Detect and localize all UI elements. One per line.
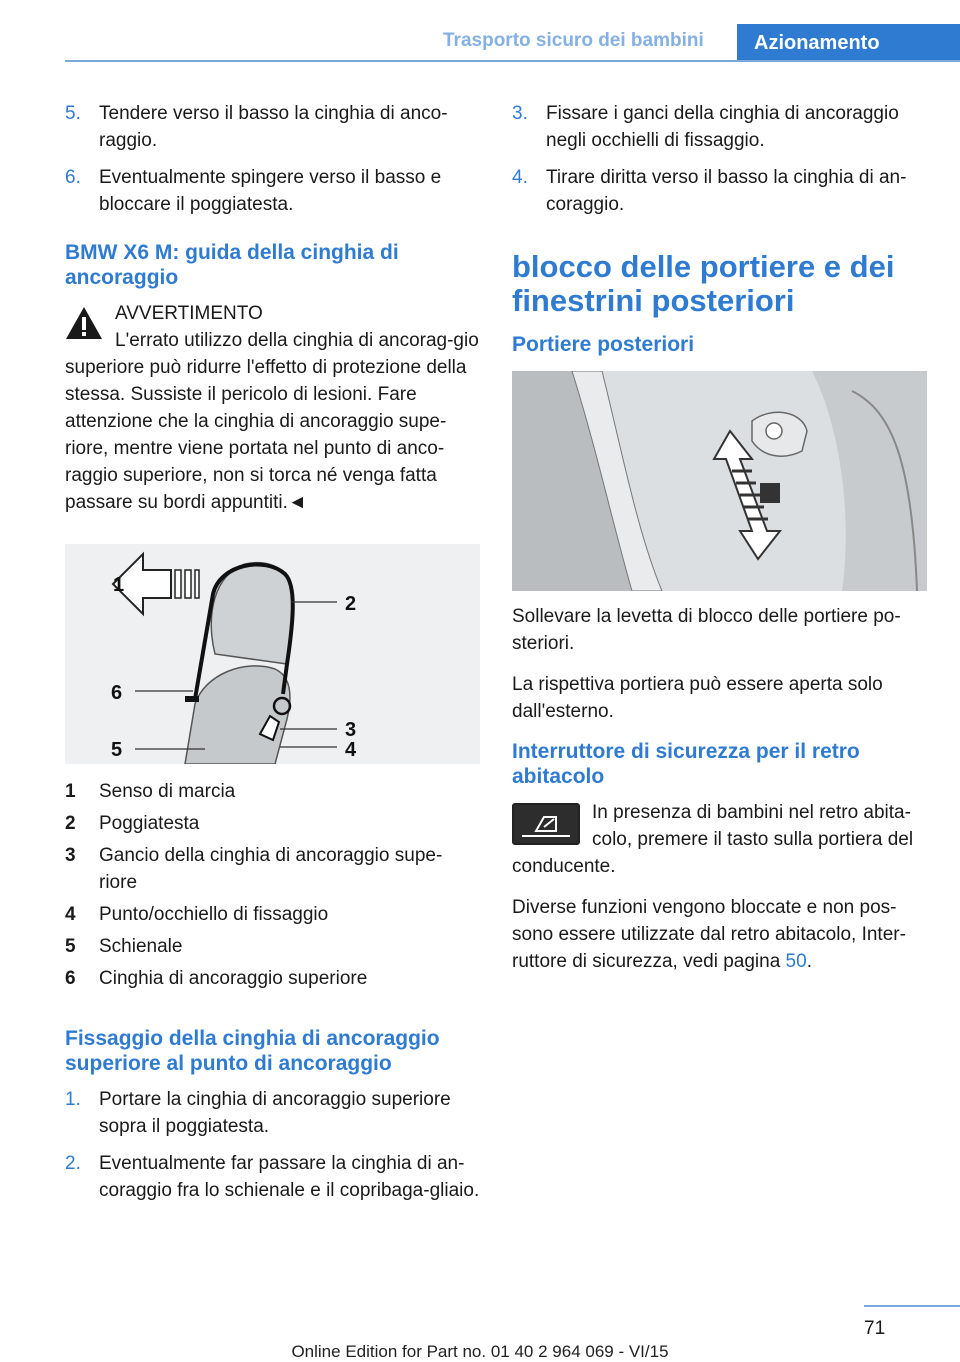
rear-door-figure bbox=[512, 371, 927, 591]
legend-text: Gancio della cinghia di ancoraggio supe-riore bbox=[99, 845, 443, 893]
step-text: Eventualmente spingere verso il basso e bloccare il poggiatesta. bbox=[99, 167, 442, 215]
step-text: Portare la cinghia di ancoraggio superiore sopra il poggiatesta. bbox=[99, 1089, 451, 1137]
paragraph bbox=[512, 894, 927, 975]
step-item bbox=[65, 100, 480, 154]
legend-number: 5 bbox=[65, 936, 76, 957]
footer-rule bbox=[864, 1305, 960, 1307]
legend-number: 1 bbox=[65, 781, 76, 802]
warning-block bbox=[65, 300, 480, 516]
step-number: 5. bbox=[65, 103, 81, 124]
legend-item bbox=[65, 842, 480, 896]
right-column bbox=[512, 100, 927, 989]
legend-number: 4 bbox=[65, 904, 76, 925]
paragraph-text: In presenza di bambini nel retro abita-colo, premere il tasto sulla portiera del conducente. bbox=[512, 802, 914, 877]
child-lock-paragraph bbox=[512, 799, 927, 880]
left-column bbox=[65, 100, 480, 1214]
top-tether-figure bbox=[65, 544, 480, 764]
step-item bbox=[512, 164, 927, 218]
step-number: 6. bbox=[65, 167, 81, 188]
chapter-tab-label: Azionamento bbox=[754, 31, 880, 54]
step-number: 1. bbox=[65, 1089, 81, 1110]
figure-label-2: 2 bbox=[345, 593, 357, 615]
legend-text: Senso di marcia bbox=[99, 781, 236, 802]
section-heading: Fissaggio della cinghia di ancoraggio superiore al punto di ancoraggio bbox=[65, 1027, 440, 1075]
legend-text: Punto/occhiello di fissaggio bbox=[99, 904, 329, 925]
warning-text: L'errato utilizzo della cinghia di ancorag-gio superiore può ridurre l'effetto di protezione della stessa. Sussiste il pericolo di lesioni. Fare attenzione che la cinghia di ancoraggio supe-riore, mentre viene portata nel punto di anco-raggio superiore, non si torca né venga fatta passare su bordi appuntiti.◄ bbox=[65, 330, 479, 513]
figure-legend bbox=[65, 778, 480, 992]
paragraph: La rispettiva portiera può essere aperta solo dall'esterno. bbox=[512, 674, 883, 722]
legend-number: 3 bbox=[65, 845, 76, 866]
legend-item bbox=[65, 901, 480, 928]
step-item bbox=[65, 1150, 480, 1204]
step-text: Tirare diritta verso il basso la cinghia di an-coraggio. bbox=[546, 167, 907, 215]
subsection-heading: Portiere posteriori bbox=[512, 333, 695, 356]
legend-number: 6 bbox=[65, 968, 76, 989]
figure-label-5: 5 bbox=[111, 739, 123, 761]
headrest-illustration bbox=[65, 544, 480, 764]
step-number: 3. bbox=[512, 103, 528, 124]
paragraph-text: Diverse funzioni vengono bloccate e non pos-sono essere utilizzate dal retro abitacolo, Inter-ruttore di sicurezza, vedi pagina bbox=[512, 897, 906, 972]
subsection-heading: Interruttore di sicurezza per il retro abitacolo bbox=[512, 740, 860, 788]
paragraph-end: . bbox=[806, 951, 812, 972]
figure-label-4: 4 bbox=[345, 739, 357, 761]
section-heading: BMW X6 M: guida della cinghia di ancoraggio bbox=[65, 241, 399, 289]
child-safety-switch-icon bbox=[512, 803, 580, 845]
legend-text: Cinghia di ancoraggio superiore bbox=[99, 968, 368, 989]
step-number: 4. bbox=[512, 167, 528, 188]
figure-label-6: 6 bbox=[111, 682, 123, 704]
chapter-section-title: blocco delle portiere e dei finestrini posteriori bbox=[512, 249, 895, 318]
legend-item bbox=[65, 778, 480, 805]
legend-item bbox=[65, 965, 480, 992]
page-number: 71 bbox=[864, 1318, 886, 1339]
edition-footer: Online Edition for Part no. 01 40 2 964 069 - VI/15 bbox=[291, 1342, 669, 1361]
legend-item bbox=[65, 933, 480, 960]
step-item bbox=[65, 164, 480, 218]
step-text: Eventualmente far passare la cinghia di an-coraggio fra lo schienale e il copribaga-gliaio. bbox=[99, 1153, 480, 1201]
step-number: 2. bbox=[65, 1153, 81, 1174]
chapter-tab bbox=[737, 24, 960, 62]
paragraph: Sollevare la levetta di blocco delle portiere po-steriori. bbox=[512, 606, 901, 654]
rear-door-lock-illustration bbox=[512, 371, 927, 591]
legend-text: Poggiatesta bbox=[99, 813, 200, 834]
step-item bbox=[512, 100, 927, 154]
warning-triangle-icon bbox=[65, 306, 103, 340]
step-item bbox=[65, 1086, 480, 1140]
legend-text: Schienale bbox=[99, 936, 183, 957]
figure-label-3: 3 bbox=[345, 719, 357, 741]
header-rule bbox=[65, 60, 960, 62]
figure-label-1: 1 bbox=[113, 574, 125, 596]
legend-item bbox=[65, 810, 480, 837]
running-header-section: Trasporto sicuro dei bambini bbox=[443, 30, 704, 51]
legend-number: 2 bbox=[65, 813, 76, 834]
page-reference-link[interactable]: 50 bbox=[785, 951, 807, 972]
step-text: Tendere verso il basso la cinghia di anco-raggio. bbox=[99, 103, 448, 151]
step-text: Fissare i ganci della cinghia di ancoraggio negli occhielli di fissaggio. bbox=[546, 103, 899, 151]
warning-title: AVVERTIMENTO bbox=[115, 303, 263, 324]
